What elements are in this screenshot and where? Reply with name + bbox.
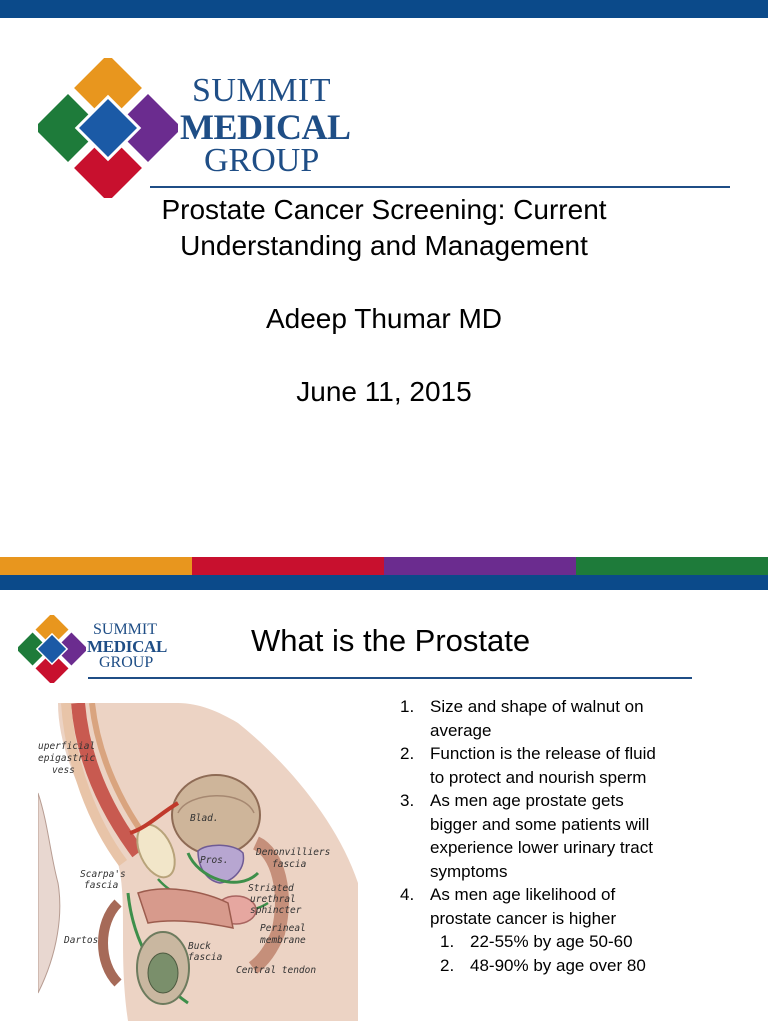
list-item-text	[430, 883, 616, 930]
logo-line-medical: MEDICAL	[180, 107, 351, 147]
list-item-line: symptoms	[430, 861, 508, 881]
label-denonvilliers-2: fascia	[272, 859, 307, 870]
sub-list-item-number: 2.	[440, 955, 455, 975]
list-item-number: 1.	[400, 697, 415, 716]
list-item-number: 4.	[400, 885, 415, 904]
stripe-red	[192, 557, 384, 575]
slide1-author: Adeep Thumar MD	[265, 303, 503, 334]
label-bucks-2: fascia	[188, 952, 223, 963]
label-striated-1: Striated	[248, 883, 294, 894]
label-scarpas-2: fascia	[84, 880, 119, 891]
label-epigastric: epigastric	[38, 753, 96, 764]
list-item-line: prostate cancer is higher	[430, 908, 617, 928]
list-item-line: Size and shape of walnut on	[430, 697, 644, 716]
slide2-rule	[88, 677, 692, 679]
list-item-number: 2.	[400, 744, 415, 763]
logo-line-summit: SUMMIT	[192, 72, 332, 109]
label-striated-2: urethral	[250, 894, 296, 905]
label-central-tendon: Central tendon	[236, 965, 317, 976]
stripe-purple	[384, 557, 576, 575]
bottom-band	[0, 575, 768, 590]
label-denonvilliers-1: Denonvilliers	[256, 847, 331, 858]
label-superficial: uperficial	[38, 741, 96, 752]
top-band	[0, 0, 768, 18]
label-dartos: Dartos	[64, 935, 99, 946]
slide1-title-line2: Understanding and Management	[180, 230, 588, 261]
prostate-anatomy-illustration	[38, 703, 358, 1021]
header-rule	[150, 186, 730, 188]
list-item-text	[430, 789, 653, 883]
sub-list-item	[440, 954, 730, 978]
label-perineal-1: Perineal	[260, 923, 306, 934]
logo-line-group: GROUP	[204, 142, 320, 179]
list-item	[400, 742, 730, 789]
slide1-date: June 11, 2015	[296, 376, 472, 407]
color-stripes	[0, 557, 768, 575]
list-item-line: Function is the release of fluid	[430, 744, 656, 763]
label-bladder: Blad.	[190, 813, 219, 824]
list-item-number: 3.	[400, 791, 415, 810]
sub-list-item-text: 22-55% by age 50-60	[470, 932, 633, 951]
slide1-title	[0, 192, 768, 264]
small-logo-group: GROUP	[99, 654, 154, 671]
label-striated-3: sphincter	[250, 905, 302, 916]
stripe-green	[576, 557, 768, 575]
list-item-line: experience lower urinary tract	[430, 838, 653, 857]
label-scarpas-1: Scarpa's	[80, 869, 126, 880]
slide2-title: What is the Prostate	[251, 623, 531, 658]
list-item-line: bigger and some patients will	[430, 814, 650, 834]
list-item-line: average	[430, 720, 492, 740]
list-item-line: As men age likelihood of	[430, 885, 616, 904]
stripe-orange	[0, 557, 192, 575]
prostate-facts-list	[400, 695, 730, 977]
sub-list-item-number: 1.	[440, 932, 455, 951]
sub-list-item	[440, 930, 730, 954]
list-item-text	[430, 742, 656, 789]
list-item-line: As men age prostate gets	[430, 791, 624, 810]
small-logo-summit: SUMMIT	[93, 621, 158, 638]
list-item	[400, 789, 730, 883]
label-perineal-2: membrane	[260, 935, 306, 946]
label-prost: Pros.	[200, 855, 229, 866]
list-item	[400, 883, 730, 930]
list-item-line: to protect and nourish sperm	[430, 767, 647, 787]
list-item-text	[430, 695, 644, 742]
list-item	[400, 695, 730, 742]
small-logo-medical: MEDICAL	[87, 637, 168, 656]
sub-list-item-text: 48-90% by age over 80	[470, 955, 646, 975]
content-slide	[0, 595, 768, 1024]
summit-logo-mark	[38, 58, 178, 198]
label-vess: vess	[52, 765, 75, 776]
label-bucks-1: Buck	[188, 941, 211, 952]
summit-logo-mark-small	[18, 615, 86, 683]
slide1-title-line1: Prostate Cancer Screening: Current	[161, 194, 607, 225]
